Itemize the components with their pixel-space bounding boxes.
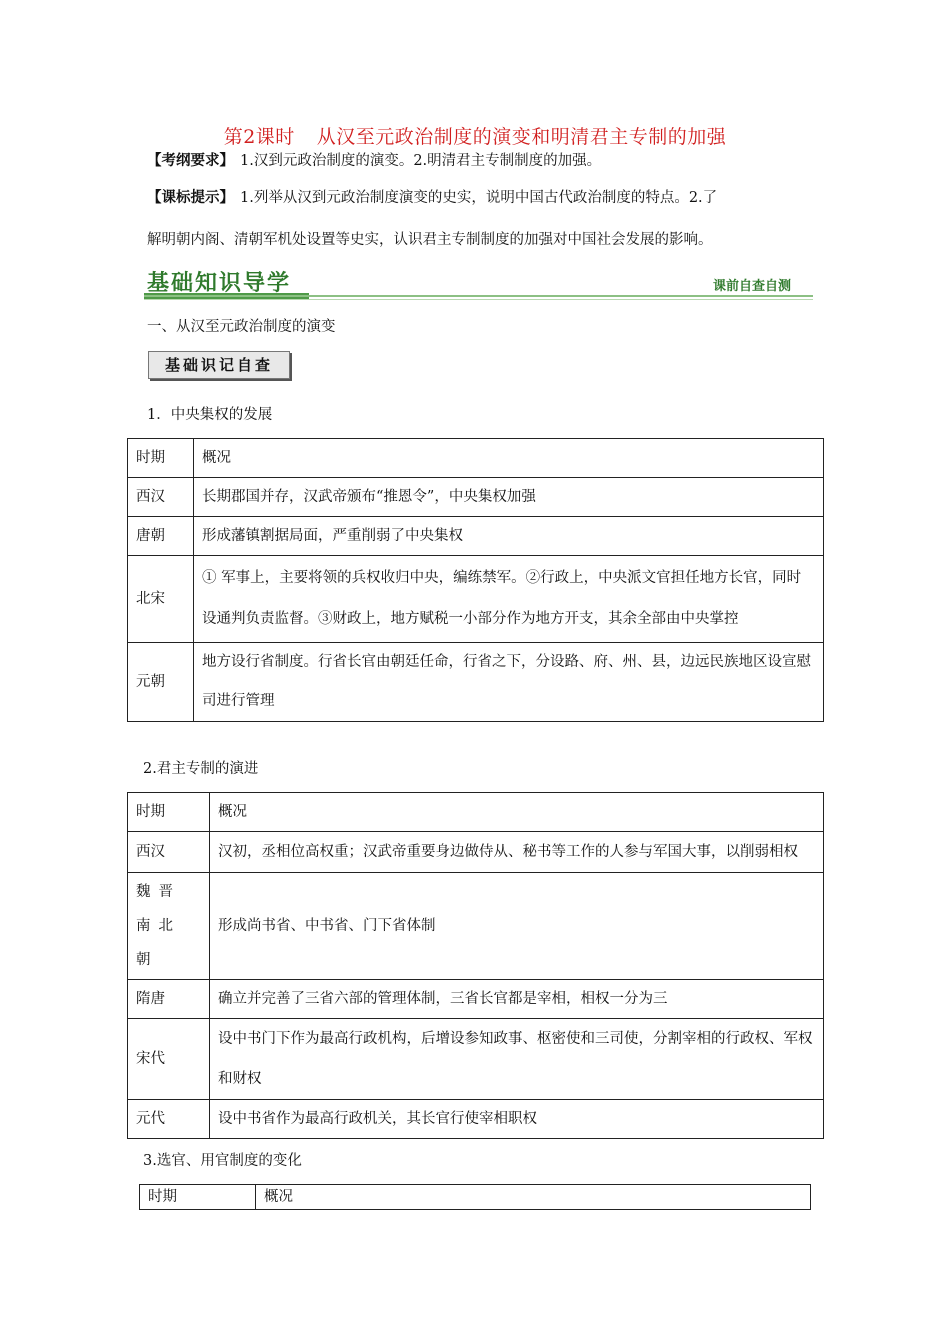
subheading-2: 2.君主专制的演进 bbox=[143, 761, 259, 777]
row-overview: ① 军事上，主要将领的兵权收归中央，编练禁军。②行政上，中央派文官担任地方长官，同时设通判负责监督。③财政上，地方赋税一小部分作为地方开支，其余全部由中央掌控 bbox=[194, 556, 824, 643]
table-header-row bbox=[128, 439, 824, 478]
lesson-topic: 从汉至元政治制度的演变和明清君主专制的加强 bbox=[316, 126, 727, 148]
table-header-row bbox=[140, 1185, 811, 1210]
table-row bbox=[128, 556, 824, 643]
header-period: 时期 bbox=[128, 439, 194, 478]
kebiao-label: 【课标提示】 bbox=[147, 189, 234, 206]
table-header-row bbox=[128, 793, 824, 832]
row-period: 北宋 bbox=[128, 556, 194, 643]
table-row bbox=[128, 832, 824, 873]
header-period: 时期 bbox=[140, 1185, 256, 1210]
table-row bbox=[128, 1100, 824, 1139]
row-period: 西汉 bbox=[128, 832, 210, 873]
header-period: 时期 bbox=[128, 793, 210, 832]
table-row bbox=[128, 478, 824, 517]
lesson-number: 第2课时 bbox=[223, 126, 295, 148]
subheading-1: 1．中央集权的发展 bbox=[147, 407, 273, 423]
row-overview: 形成藩镇割据局面，严重削弱了中央集权 bbox=[194, 517, 824, 556]
kaogang-text: 1.汉到元政治制度的演变。2.明清君主专制制度的加强。 bbox=[240, 153, 602, 169]
kaogang-requirement bbox=[147, 151, 601, 171]
row-period: 元朝 bbox=[128, 643, 194, 722]
kebiao-line2: 解明朝内阁、清朝军机处设置等史实，认识君主专制制度的加强对中国社会发展的影响。 bbox=[147, 232, 713, 248]
header-overview: 概况 bbox=[210, 793, 824, 832]
banner-title: 基础知识导学 bbox=[147, 271, 292, 296]
subheading-3: 3.选官、用官制度的变化 bbox=[143, 1153, 302, 1169]
table-official-selection bbox=[139, 1184, 811, 1210]
kebiao-line1: 1.列举从汉到元政治制度演变的史实，说明中国古代政治制度的特点。2.了 bbox=[240, 190, 718, 206]
banner-divider-thin bbox=[144, 299, 813, 300]
review-badge bbox=[148, 351, 290, 379]
table-centralization bbox=[127, 438, 824, 722]
banner-right-label: 课前自查自测 bbox=[712, 279, 791, 294]
row-overview: 确立并完善了三省六部的管理体制，三省长官都是宰相，相权一分为三 bbox=[210, 980, 824, 1019]
kaogang-label: 【考纲要求】 bbox=[147, 152, 234, 169]
row-overview: 长期郡国并存，汉武帝颁布“推恩令”，中央集权加强 bbox=[194, 478, 824, 517]
table-row bbox=[128, 643, 824, 722]
kebiao-hint bbox=[147, 188, 717, 208]
row-overview: 汉初，丞相位高权重；汉武帝重要身边做侍从、秘书等工作的人参与军国大事，以削弱相权 bbox=[210, 832, 824, 873]
table-row bbox=[128, 873, 824, 980]
section-heading: 一、从汉至元政治制度的演变 bbox=[147, 319, 336, 335]
table-row bbox=[128, 1019, 824, 1100]
header-overview: 概况 bbox=[194, 439, 824, 478]
row-period: 西汉 bbox=[128, 478, 194, 517]
row-overview: 设中书省作为最高行政机关，其长官行使宰相职权 bbox=[210, 1100, 824, 1139]
page-title bbox=[0, 122, 950, 149]
table-autocracy bbox=[127, 792, 824, 1139]
table-row bbox=[128, 517, 824, 556]
section-banner bbox=[144, 266, 813, 300]
row-period: 魏晋南北朝 bbox=[128, 873, 210, 980]
review-badge-label: 基础识记自查 bbox=[164, 356, 273, 374]
table-row bbox=[128, 980, 824, 1019]
header-overview: 概况 bbox=[256, 1185, 811, 1210]
row-period: 元代 bbox=[128, 1100, 210, 1139]
row-overview: 地方设行省制度。行省长官由朝廷任命，行省之下，分设路、府、州、县，边远民族地区设宣慰司进行管理 bbox=[194, 643, 824, 722]
row-period: 唐朝 bbox=[128, 517, 194, 556]
row-overview: 形成尚书省、中书省、门下省体制 bbox=[210, 873, 824, 980]
row-overview: 设中书门下作为最高行政机构，后增设参知政事、枢密使和三司使，分割宰相的行政权、军权和财权 bbox=[210, 1019, 824, 1100]
row-period: 宋代 bbox=[128, 1019, 210, 1100]
row-period: 隋唐 bbox=[128, 980, 210, 1019]
